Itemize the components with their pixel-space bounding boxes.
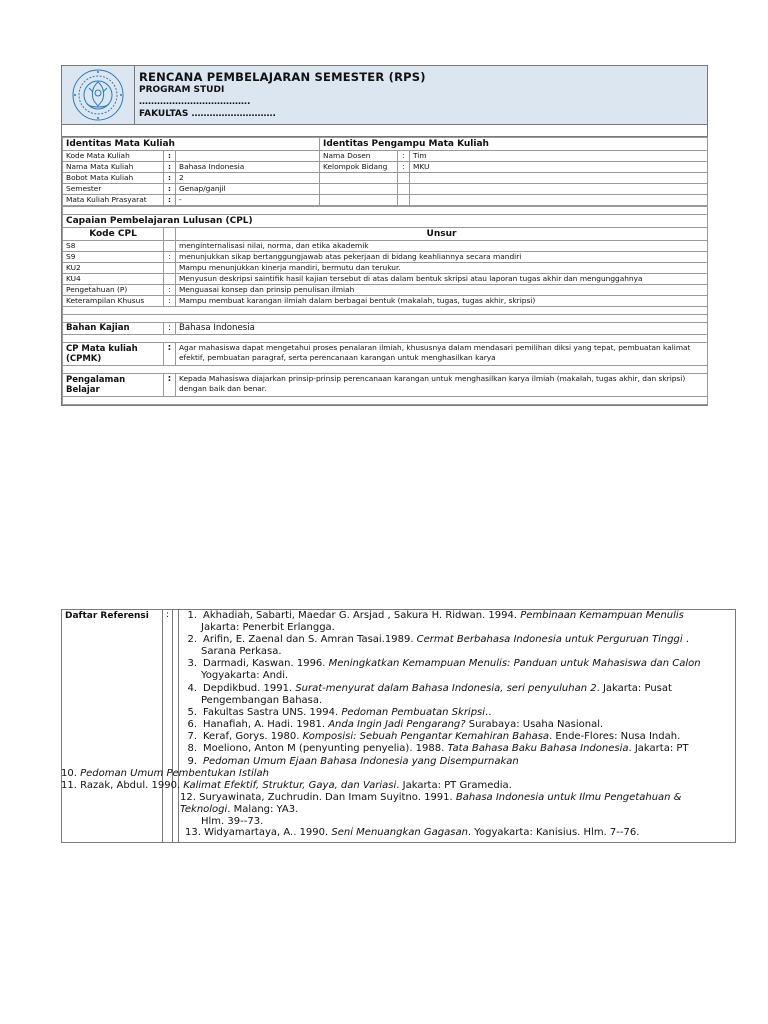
spacer-row xyxy=(63,366,708,374)
field-label: Bobot Mata Kuliah xyxy=(63,173,164,184)
colon xyxy=(164,228,176,241)
field-label: Mata Kuliah Prasyarat xyxy=(63,195,164,206)
reference-text: Darmadi, Kaswan. 1996. xyxy=(203,658,329,669)
reference-number: 8. xyxy=(187,743,197,754)
reference-text: Depdikbud. 1991. xyxy=(203,683,296,694)
cpl-code: S8 xyxy=(63,241,164,252)
cpmk-row xyxy=(63,343,708,366)
field-label: Kode Mata Kuliah xyxy=(63,151,164,162)
form-header xyxy=(62,66,707,125)
reference-item xyxy=(180,731,680,743)
rps-form xyxy=(61,65,708,406)
reference-continuation: Sarana Perkasa. xyxy=(201,646,282,657)
reference-item xyxy=(180,756,519,768)
reference-item xyxy=(185,827,639,839)
field-value: - xyxy=(176,195,320,206)
fakultas-label: FAKULTAS ………………………. xyxy=(139,109,276,119)
reference-number: 10. xyxy=(61,768,77,779)
reference-continuation xyxy=(180,804,298,816)
reference-title: Kalimat Efektif, Struktur, Gaya, dan Variasi xyxy=(183,780,397,791)
field-value: 2 xyxy=(176,173,320,184)
identitas-row xyxy=(63,184,708,195)
bahan-kajian-value: Bahasa Indonesia xyxy=(176,323,708,335)
reference-title: Tata Bahasa Baku Bahasa Indonesia xyxy=(447,743,629,754)
pengalaman-row xyxy=(63,374,708,397)
reference-item xyxy=(180,743,689,755)
reference-text: Fakultas Sastra UNS. 1994. xyxy=(203,707,342,718)
colon xyxy=(164,263,176,274)
university-seal-icon xyxy=(69,68,127,122)
spacer-row xyxy=(63,307,708,315)
reference-continuation: Yogyakarta: Andi. xyxy=(201,670,289,681)
reference-item xyxy=(61,768,269,780)
reference-number: 3. xyxy=(187,658,197,669)
field-value: Tim xyxy=(410,151,708,162)
colon xyxy=(164,274,176,285)
kode-cpl-header: Kode CPL xyxy=(63,228,164,241)
field-label xyxy=(320,195,398,206)
reference-number: 11. xyxy=(61,780,77,791)
cpl-code: KU4 xyxy=(63,274,164,285)
colon: : xyxy=(164,296,176,307)
cpl-table xyxy=(62,206,708,405)
colon: : xyxy=(164,343,176,366)
reference-item xyxy=(180,792,681,804)
reference-item xyxy=(180,610,684,622)
reference-title: Bahasa Indonesia untuk Ilmu Pengetahuan & xyxy=(455,792,682,803)
identitas-pengampu-title: Identitas Pengampu Mata Kuliah xyxy=(320,138,708,151)
cpmk-label: CP Mata kuliah (CPMK) xyxy=(63,343,164,366)
field-value xyxy=(176,151,320,162)
colon: : xyxy=(164,151,176,162)
reference-continuation: Hlm. 39--73. xyxy=(201,816,264,827)
reference-number: 2. xyxy=(187,634,197,645)
cpl-row xyxy=(63,263,708,274)
colon: : xyxy=(398,151,410,162)
daftar-referensi-label: Daftar Referensi xyxy=(62,610,163,842)
reference-text: Surabaya: Usaha Nasional. xyxy=(465,719,604,730)
reference-title: Cermat Berbahasa Indonesia untuk Perguruan Tinggi xyxy=(416,634,683,645)
colon: : xyxy=(164,195,176,206)
spacer-row xyxy=(63,397,708,405)
reference-text: . xyxy=(682,634,690,645)
header-text xyxy=(135,66,430,124)
colon xyxy=(398,195,410,206)
reference-title: Anda Ingin Jadi Pengarang? xyxy=(328,719,466,730)
identitas-row xyxy=(63,173,708,184)
document-title: RENCANA PEMBELAJARAN SEMESTER (RPS) xyxy=(139,70,426,84)
cpl-code: Keterampilan Khusus xyxy=(63,296,164,307)
field-value xyxy=(410,195,708,206)
cpl-row xyxy=(63,296,708,307)
field-value: MKU xyxy=(410,162,708,173)
identitas-row xyxy=(63,162,708,173)
colon: : xyxy=(164,162,176,173)
colon: : xyxy=(164,285,176,296)
pengalaman-label: Pengalaman Belajar xyxy=(63,374,164,397)
field-value xyxy=(410,173,708,184)
reference-text: Hanafiah, A. Hadi. 1981. xyxy=(203,719,329,730)
program-studi-dots: ………………………………. xyxy=(139,97,251,107)
field-value: Genap/ganjil xyxy=(176,184,320,195)
identitas-table xyxy=(62,137,708,206)
cpl-row xyxy=(63,274,708,285)
reference-text: Keraf, Gorys. 1980. xyxy=(203,731,303,742)
reference-item xyxy=(180,719,603,731)
spacer-row xyxy=(62,125,707,137)
bahan-kajian-row xyxy=(63,323,708,335)
colon: : xyxy=(398,162,410,173)
program-studi-label: PROGRAM STUDI xyxy=(139,85,225,95)
field-label xyxy=(320,173,398,184)
reference-number: 13. xyxy=(185,827,201,838)
reference-title: Seni Menuangkan Gagasan xyxy=(331,827,468,838)
reference-number: 6. xyxy=(187,719,197,730)
field-value xyxy=(410,184,708,195)
colon xyxy=(164,241,176,252)
reference-item xyxy=(61,780,512,792)
reference-item xyxy=(180,658,701,670)
reference-number: 12. xyxy=(180,792,196,803)
reference-title: Meningkatkan Kemampuan Menulis: Panduan untuk Mahasiswa dan Calon xyxy=(328,658,701,669)
cpl-description: Menguasai konsep dan prinsip penulisan ilmiah xyxy=(176,285,708,296)
cpl-title: Capaian Pembelajaran Lulusan (CPL) xyxy=(63,215,708,228)
colon: : xyxy=(163,610,173,842)
reference-continuation: Pengembangan Bahasa. xyxy=(201,695,323,706)
cpl-code: S9 xyxy=(63,252,164,263)
colon: : xyxy=(164,184,176,195)
reference-text: Suryawinata, Zuchrudin. Dan Imam Suyitno. 1991. xyxy=(199,792,456,803)
reference-continuation: Jakarta: Penerbit Erlangga. xyxy=(201,622,335,633)
reference-item xyxy=(180,683,672,695)
reference-text: Arifin, E. Zaenal dan S. Amran Tasai.1989. xyxy=(203,634,417,645)
reference-title: Pedoman Umum Pembentukan Istilah xyxy=(80,768,270,779)
spacer-row xyxy=(63,315,708,323)
cpl-description: Menyusun deskripsi saintifik hasil kajian tersebut di atas dalam bentuk skripsi atau laporan tugas akhir dan mengunggahnya xyxy=(176,274,708,285)
reference-item xyxy=(180,634,689,646)
reference-text: . Malang: YA3. xyxy=(227,804,299,815)
reference-number: 1. xyxy=(187,610,197,621)
reference-number: 9. xyxy=(187,756,197,767)
cpl-description: Mampu menunjukkan kinerja mandiri, bermutu dan terukur. xyxy=(176,263,708,274)
cpl-description: menginternalisasi nilai, norma, dan etika akademik xyxy=(176,241,708,252)
cpmk-value: Agar mahasiswa dapat mengetahui proses penalaran ilmiah, khususnya dalam mendasari pemilihan diksi yang tepat, pembuatan kalimat efektif, pembuatan paragraf, serta perencanaan karangan untuk menghasilkan karya xyxy=(176,343,708,366)
colon xyxy=(398,184,410,195)
cpl-description: menunjukkan sikap bertanggungjawab atas pekerjaan di bidang keahliannya secara mandiri xyxy=(176,252,708,263)
reference-number: 4. xyxy=(187,683,197,694)
reference-title: Pembinaan Kemampuan Menulis xyxy=(520,610,684,621)
cpl-row xyxy=(63,241,708,252)
reference-text: Moeliono, Anton M (penyunting penyelia). 1988. xyxy=(203,743,448,754)
column-divider xyxy=(175,610,179,842)
reference-text: . Jakarta: PT Gramedia. xyxy=(396,780,512,791)
reference-title: Pedoman Pembuatan Skripsi xyxy=(341,707,486,718)
logo-cell xyxy=(62,66,135,124)
bahan-kajian-label: Bahan Kajian xyxy=(63,323,164,335)
reference-title: Pedoman Umum Ejaan Bahasa Indonesia yang Disempurnakan xyxy=(203,756,519,767)
identitas-row xyxy=(63,151,708,162)
reference-title: Komposisi: Sebuah Pengantar Kemahiran Bahasa xyxy=(302,731,550,742)
reference-number: 7. xyxy=(187,731,197,742)
field-value: Bahasa Indonesia xyxy=(176,162,320,173)
reference-text: Razak, Abdul. 1990. xyxy=(80,780,184,791)
reference-title: Teknologi xyxy=(180,804,228,815)
field-label: Kelompok Bidang xyxy=(320,162,398,173)
colon: : xyxy=(164,173,176,184)
cpl-code: Pengetahuan (P) xyxy=(63,285,164,296)
identitas-mk-title: Identitas Mata Kuliah xyxy=(63,138,320,151)
reference-text: Widyamartaya, A.. 1990. xyxy=(204,827,332,838)
colon xyxy=(398,173,410,184)
identitas-row xyxy=(63,195,708,206)
reference-text: Akhadiah, Sabarti, Maedar G. Arsjad , Sakura H. Ridwan. 1994. xyxy=(203,610,521,621)
colon: : xyxy=(164,323,176,335)
reference-text: . Yogyakarta: Kanisius. Hlm. 7--76. xyxy=(467,827,640,838)
reference-text: . Ende-Flores: Nusa Indah. xyxy=(549,731,681,742)
unsur-header: Unsur xyxy=(176,228,708,241)
cpl-row xyxy=(63,285,708,296)
reference-number: 5. xyxy=(187,707,197,718)
cpl-code: KU2 xyxy=(63,263,164,274)
reference-item xyxy=(180,707,491,719)
reference-text: .. xyxy=(485,707,492,718)
field-label xyxy=(320,184,398,195)
colon: : xyxy=(164,252,176,263)
cpl-description: Mampu membuat karangan ilmiah dalam berbagai bentuk (makalah, tugas, tugas akhir, skripsi) xyxy=(176,296,708,307)
field-label: Semester xyxy=(63,184,164,195)
cpl-row xyxy=(63,252,708,263)
reference-text: . Jakarta: Pusat xyxy=(596,683,672,694)
reference-text: . Jakarta: PT xyxy=(628,743,689,754)
pengalaman-value: Kepada Mahasiswa diajarkan prinsip-prinsip perencanaan karangan untuk menghasilkan karya ilmiah (makalah, tugas akhir, dan skripsi) dengan baik dan benar. xyxy=(176,374,708,397)
reference-title: Surat-menyurat dalam Bahasa Indonesia, seri penyuluhan 2 xyxy=(295,683,597,694)
spacer-row xyxy=(63,207,708,215)
field-label: Nama Dosen xyxy=(320,151,398,162)
field-label: Nama Mata Kuliah xyxy=(63,162,164,173)
colon: : xyxy=(164,374,176,397)
spacer-row xyxy=(63,335,708,343)
